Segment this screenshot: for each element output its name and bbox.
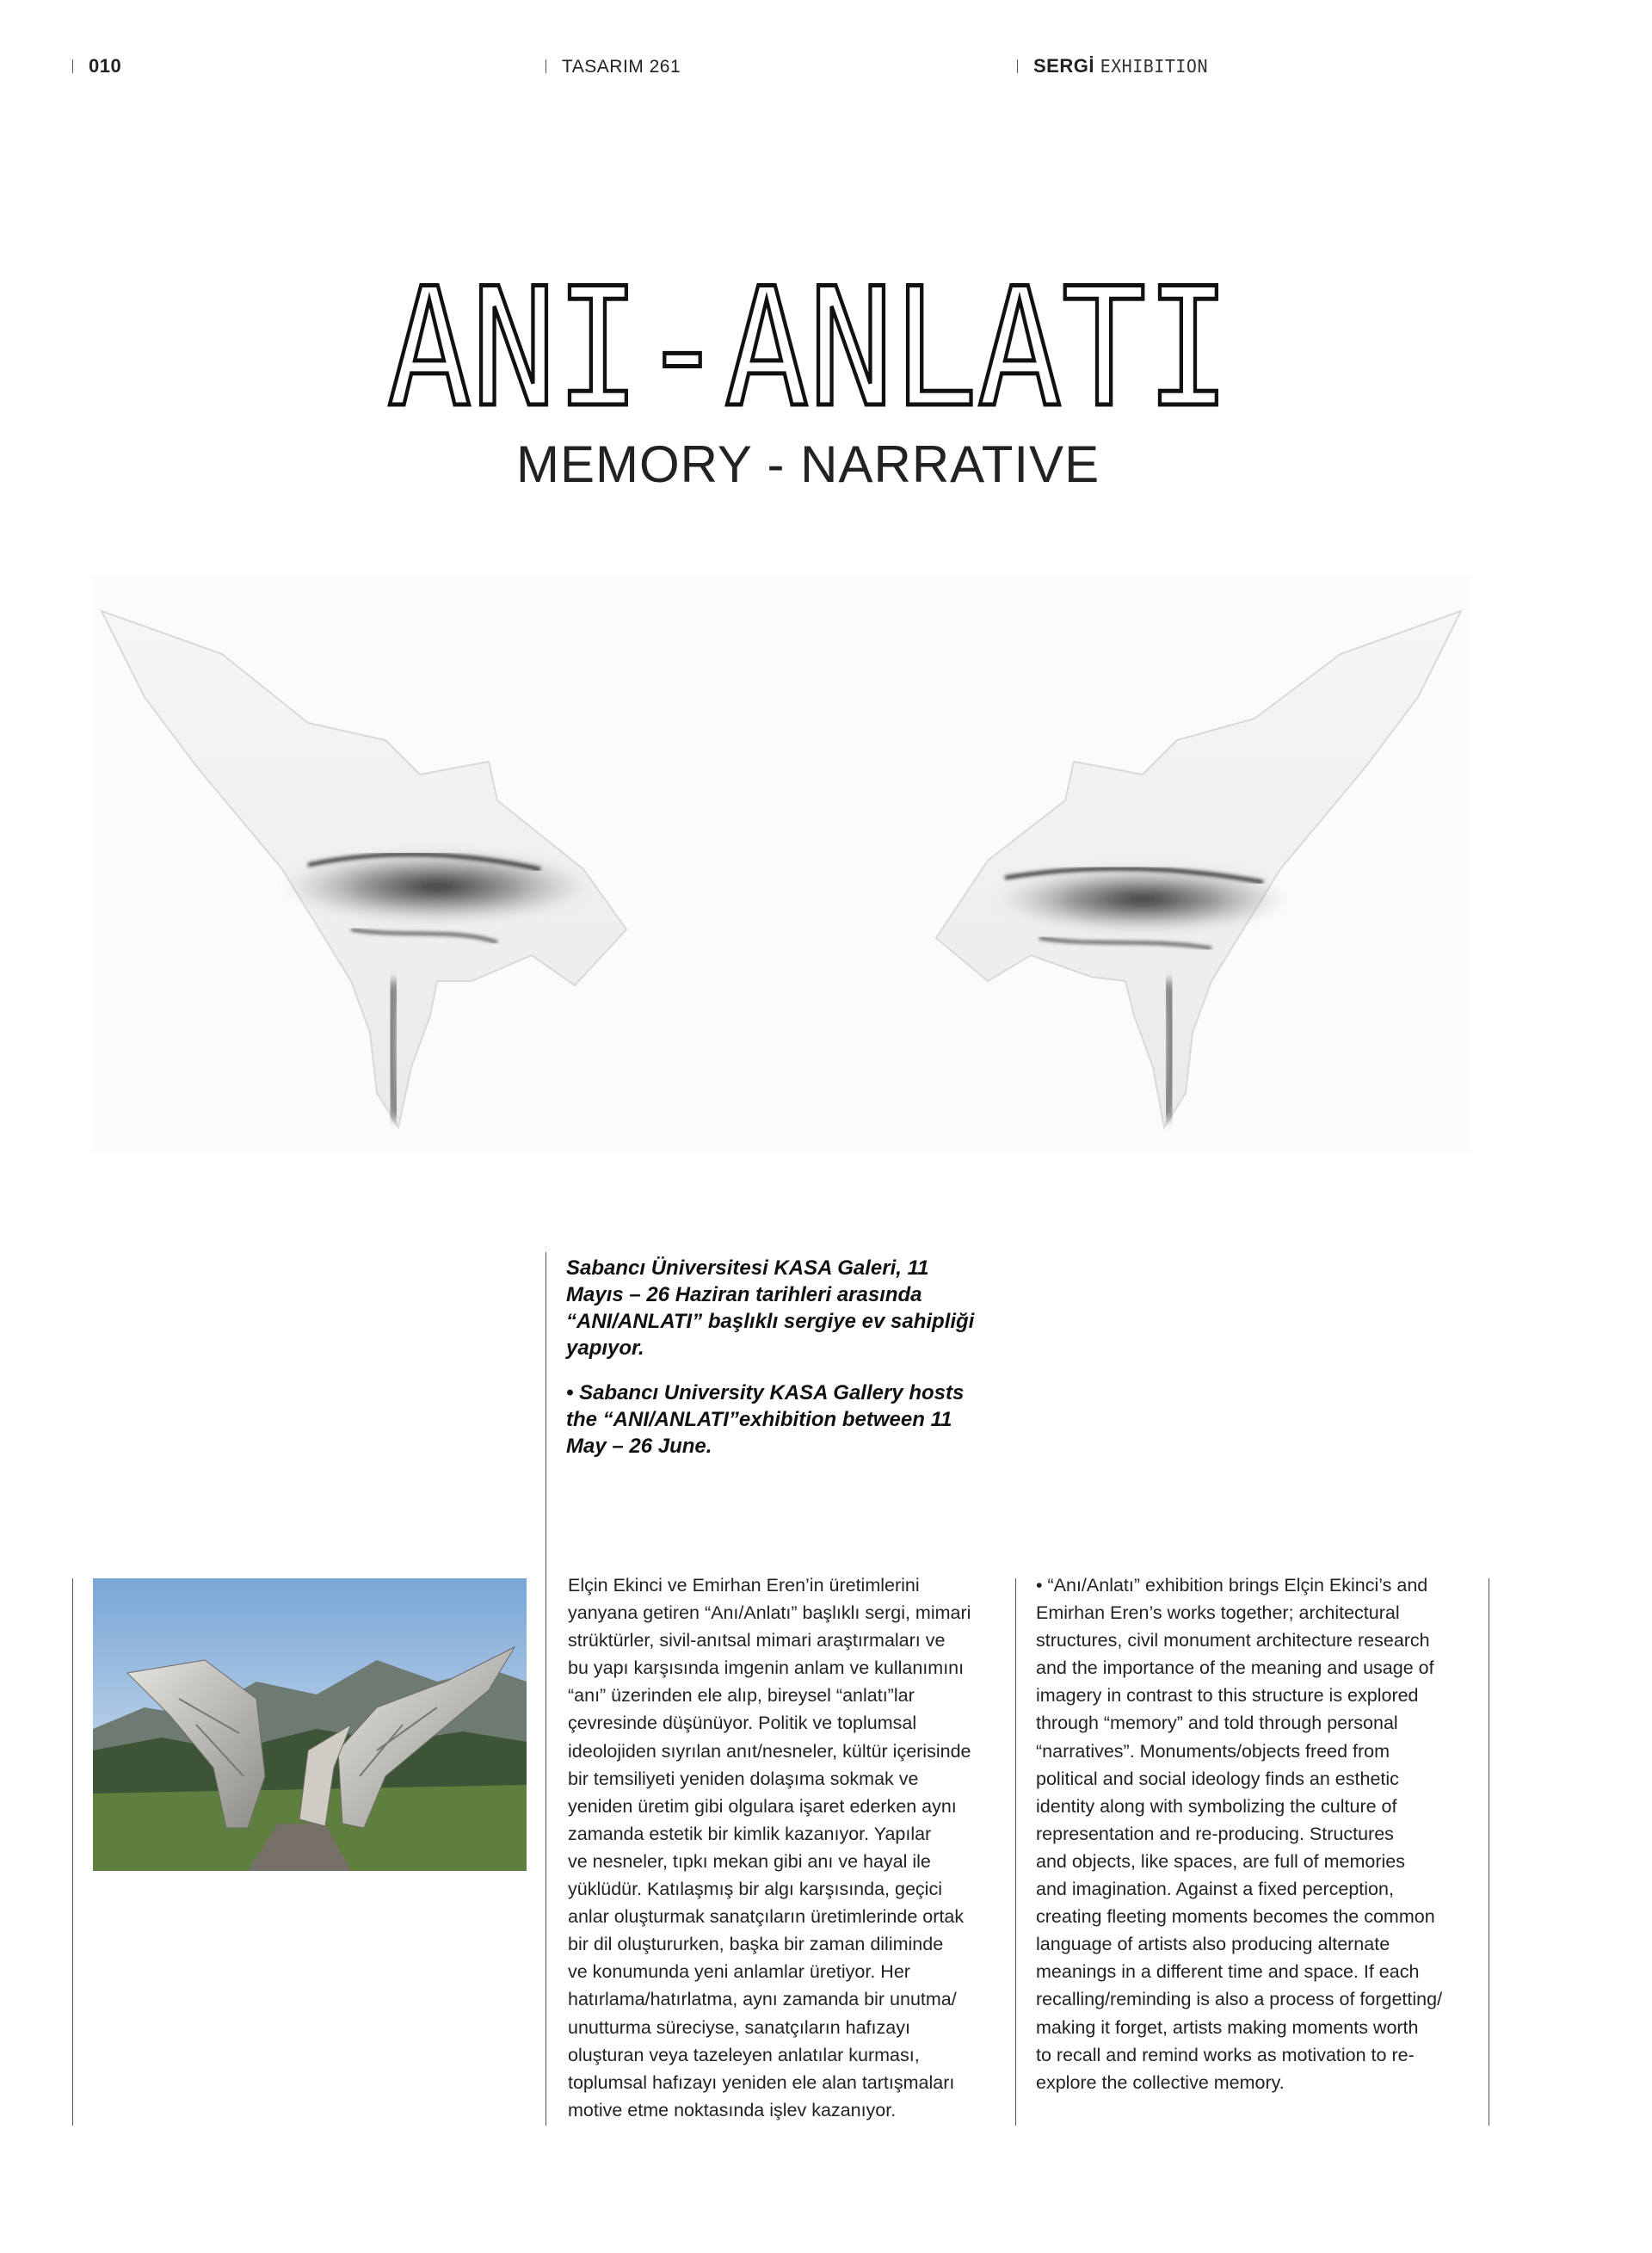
body-line: yeniden üretim gibi olgulara işaret ederken aynı [568, 1795, 957, 1817]
body-line: political and social ideology finds an esthetic [1036, 1768, 1399, 1789]
body-line: çevresinde düşünüyor. Politik ve toplumsal [568, 1713, 917, 1734]
body-line: structures, civil monument architecture research [1036, 1630, 1430, 1651]
body-line: yüklüdür. Katılaşmış bir algı karşısında, geçici [568, 1879, 942, 1900]
body-line: oluşturan veya tazeleyen anlatılar kurması, [568, 2044, 920, 2065]
header-divider [72, 59, 73, 73]
title-text: ANI-ANLATI [387, 253, 1230, 443]
body-line: ve konumunda yeni anlamlar üretiyor. Her [568, 1961, 910, 1983]
column-rule [72, 1578, 73, 2126]
ink-wings-artwork [93, 577, 1470, 1153]
body-line: ve nesneler, tıpkı mekan gibi anı ve hayal ile [568, 1850, 931, 1872]
hero-artwork [93, 577, 1470, 1153]
left-wing [102, 611, 626, 1127]
body-line: bir dil oluştururken, başka bir zaman diliminde [568, 1934, 944, 1955]
body-line: making it forget, artists making moments worth [1036, 2016, 1419, 2038]
magazine-issue: TASARIM 261 [546, 53, 681, 80]
body-line: “anı” üzerinden ele alıp, bireysel “anlatı”lar [568, 1685, 915, 1707]
page-title [379, 253, 1239, 443]
section-label: SERGİ EXHIBITION [1017, 53, 1208, 79]
body-line: yanyana getiren “Anı/Anlatı” başlıklı sergi, mimari [568, 1602, 971, 1624]
body-line: unutturma süreciyse, sanatçıların hafızayı [568, 2016, 910, 2038]
body-line: through “memory” and told through personal [1036, 1713, 1398, 1734]
body-line: • “Anı/Anlatı” exhibition brings Elçin Ekinci’s and [1036, 1575, 1428, 1596]
column-rule [1015, 1578, 1016, 2126]
page-number: 010 [72, 53, 121, 79]
body-line: explore the collective memory. [1036, 2071, 1285, 2093]
lead-line: yapıyor. [566, 1336, 644, 1360]
body-line: motive etme noktasında işlev kazanıyor. [568, 2099, 897, 2120]
body-line: bu yapı karşısında imgenin anlam ve kullanımını [568, 1657, 965, 1679]
body-line: identity along with symbolizing the culture of [1036, 1795, 1397, 1817]
lead-line: May – 26 June. [566, 1435, 712, 1458]
lead-line: “ANI/ANLATI” başlıklı sergiye ev sahipliği [566, 1310, 975, 1333]
body-line: “narratives”. Monuments/objects freed from [1036, 1740, 1390, 1762]
body-line: Emirhan Eren’s works together; architectural [1036, 1602, 1400, 1624]
body-line: language of artists also producing alternate [1036, 1934, 1390, 1955]
body-line: Elçin Ekinci ve Emirhan Eren’in üretimlerini [568, 1575, 920, 1596]
lead-paragraph-tr [566, 1255, 1022, 1361]
body-line: creating fleeting moments becomes the common [1036, 1906, 1435, 1928]
lead-line: the “ANI/ANLATI”exhibition between 11 [566, 1408, 952, 1431]
body-text-tr [568, 1571, 1007, 2124]
monument-photo [93, 1578, 527, 1871]
body-line: toplumsal hafızayı yeniden ele alan tartışmaları [568, 2071, 955, 2093]
header-divider [1017, 59, 1018, 73]
body-line: ideolojiden sıyrılan anıt/nesneler, kültür içerisinde [568, 1740, 971, 1762]
body-line: anlar oluşturmak sanatçıların üretimlerinde ortak [568, 1906, 965, 1928]
lead-line: • Sabancı University KASA Gallery hosts [566, 1381, 965, 1404]
body-line: strüktürler, sivil-anıtsal mimari araştırmaları ve [568, 1630, 946, 1651]
body-line: zamanda estetik bir kimlik kazanıyor. Yapılar [568, 1823, 932, 1844]
lead-line: Mayıs – 26 Haziran tarihleri arasında [566, 1283, 922, 1306]
body-line: representation and re-producing. Structures [1036, 1823, 1394, 1844]
body-line: hatırlama/hatırlatma, aynı zamanda bir unutma/ [568, 1989, 957, 2010]
body-line: recalling/reminding is also a process of forgetting/ [1036, 1989, 1443, 2010]
page-title-graphic [379, 253, 1239, 443]
body-line: and objects, like spaces, are full of memories [1036, 1850, 1406, 1872]
body-line: imagery in contrast to this structure is explored [1036, 1685, 1419, 1707]
body-line: meanings in a different time and space. If each [1036, 1961, 1420, 1983]
body-text-en [1036, 1571, 1475, 2096]
body-line: to recall and remind works as motivation to re- [1036, 2044, 1415, 2065]
monument-photo-graphic [93, 1578, 527, 1871]
right-wing [936, 611, 1461, 1127]
lead-line: Sabancı Üniversitesi KASA Galeri, 11 [566, 1256, 929, 1280]
page-subtitle: MEMORY - NARRATIVE [516, 435, 1100, 493]
body-line: and imagination. Against a fixed perception, [1036, 1879, 1394, 1900]
body-line: bir temsiliyeti yeniden dolaşıma sokmak ve [568, 1768, 919, 1789]
lead-paragraph-en [566, 1380, 1022, 1460]
body-line: and the importance of the meaning and usage of [1036, 1657, 1434, 1679]
